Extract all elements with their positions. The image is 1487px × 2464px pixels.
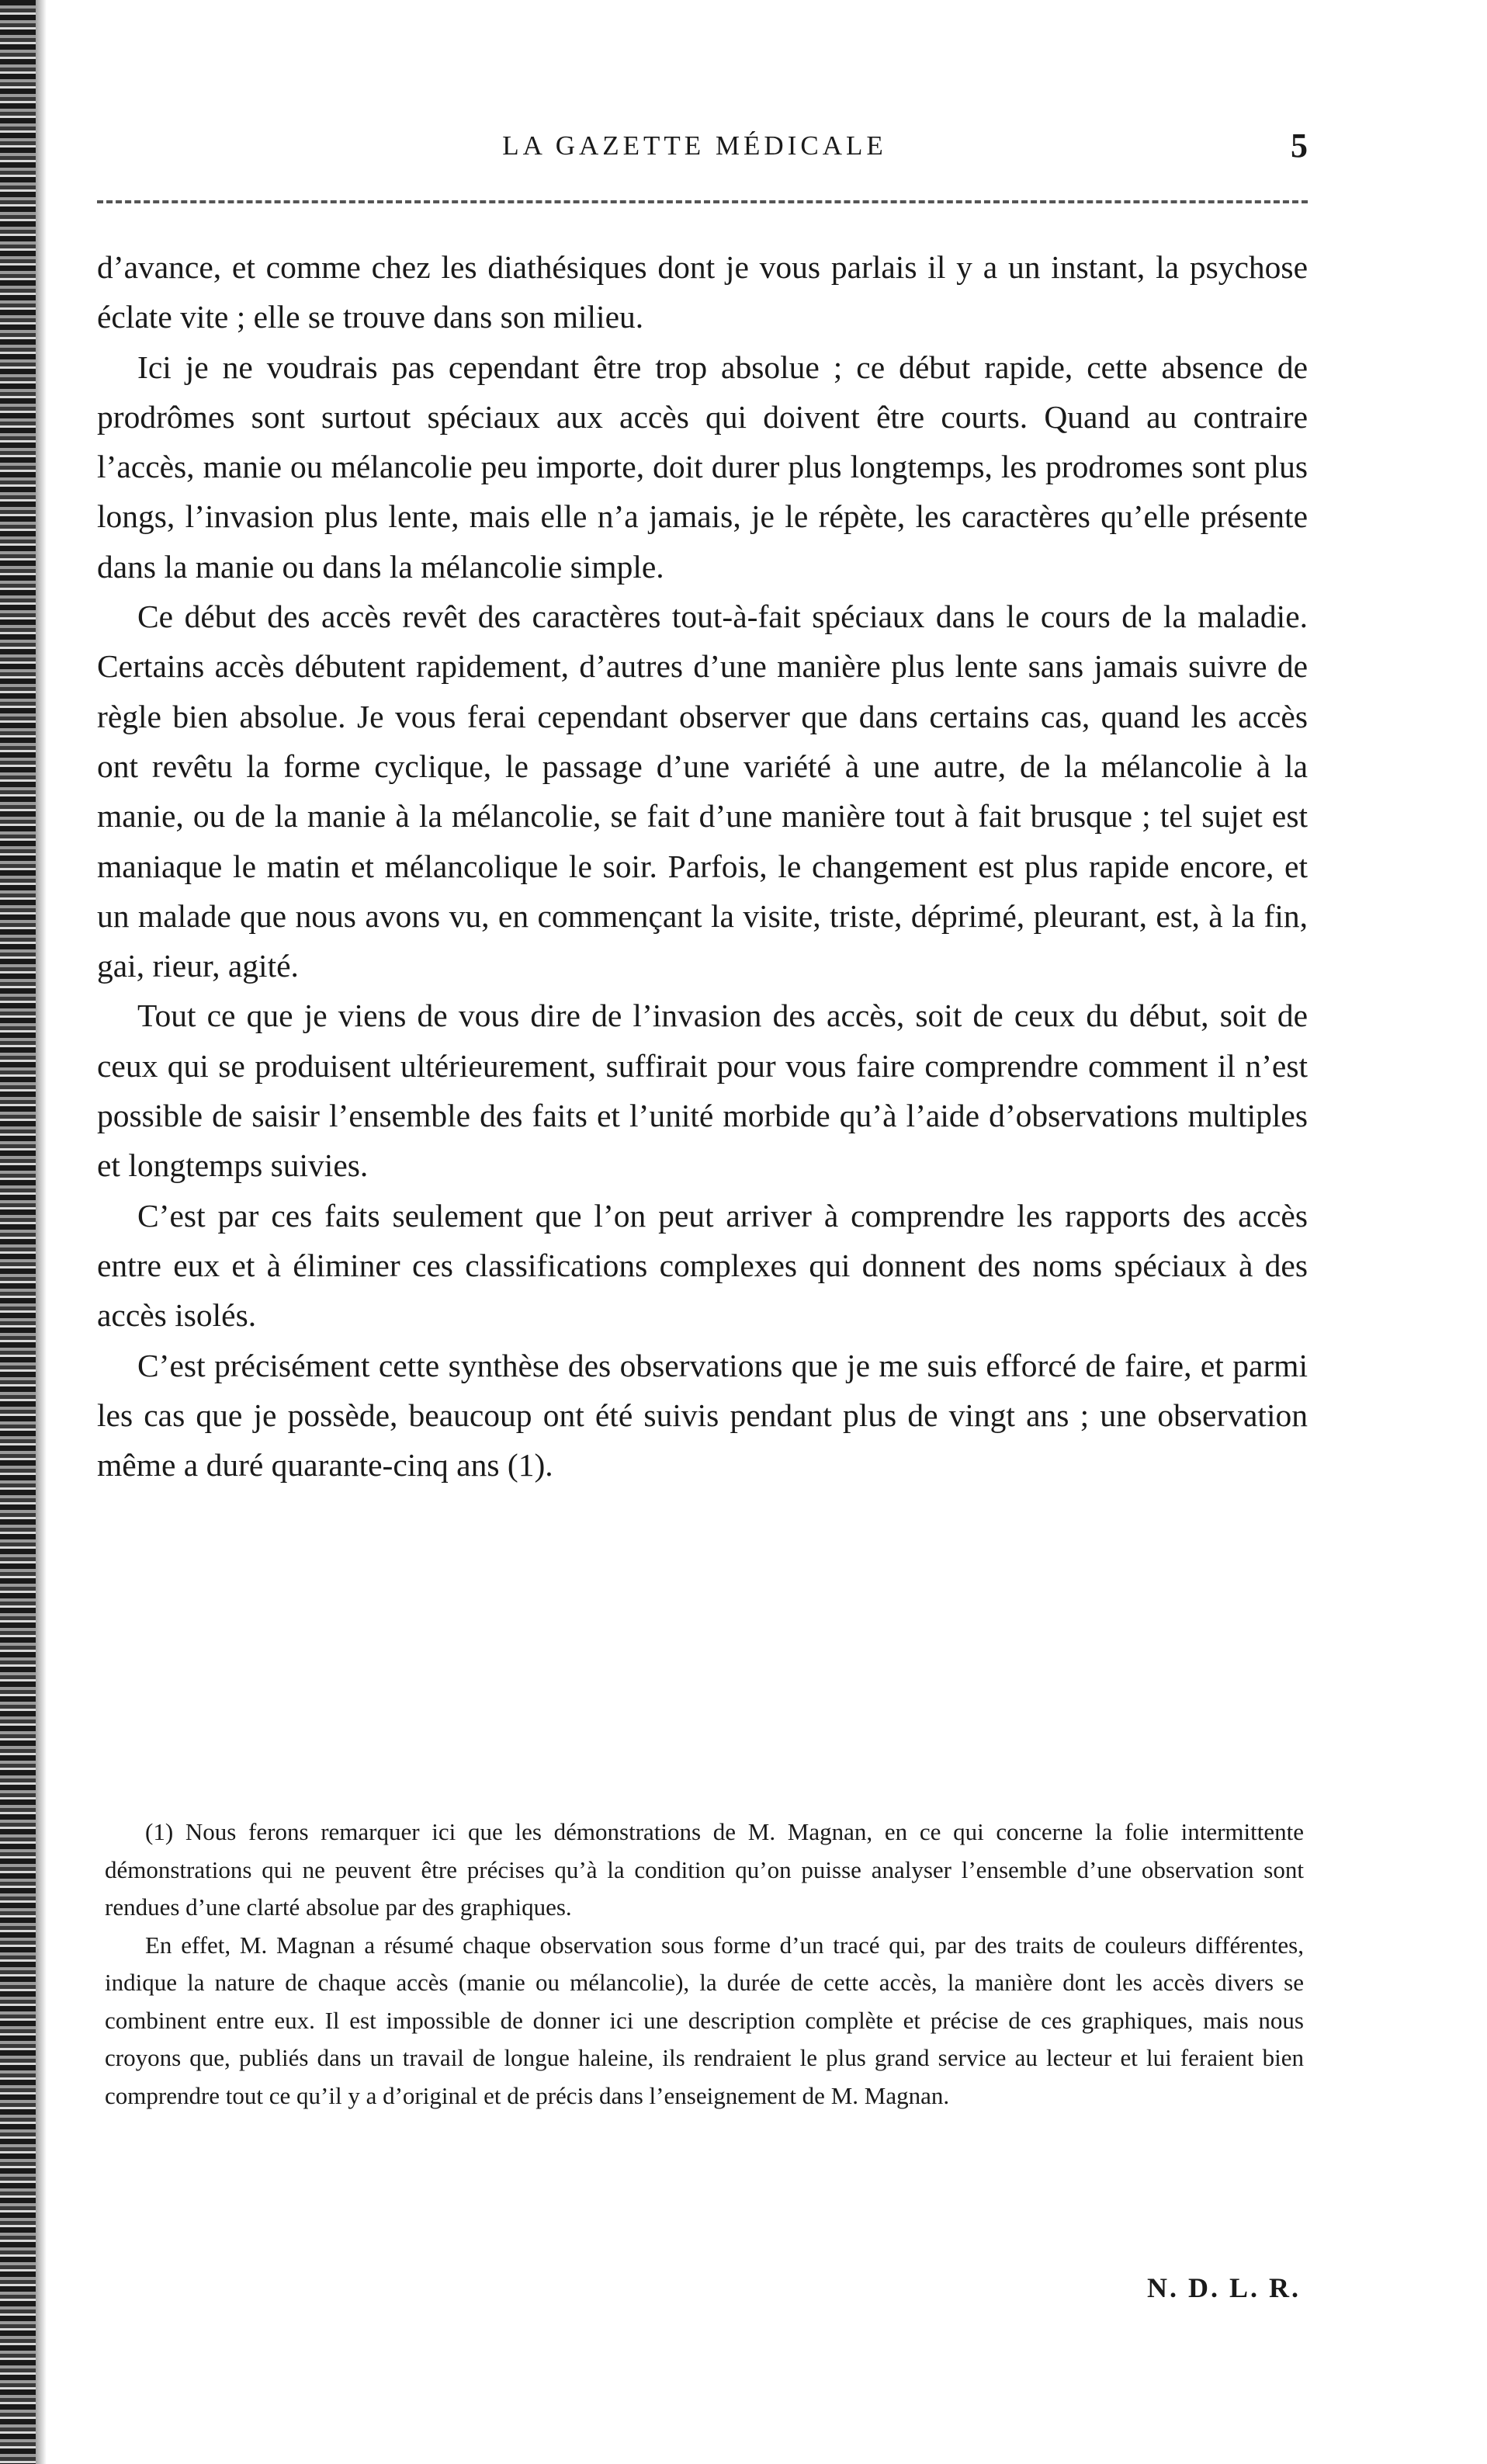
page-number: 5 — [1291, 127, 1308, 165]
paragraph: Ici je ne voudrais pas cependant être trop absolue ; ce début rapide, cette absence de prodrômes sont surtout spéciaux aux accès qui doivent être courts. Quand au contraire l’accès, manie ou mélancolie peu importe, doit durer plus longtemps, les prodromes sont plus longs, l’invasion plus lente, mais elle n’a jamais, je le répète, les caractères qu’elle présente dans la manie ou dans la mélancolie simple. — [97, 349, 1308, 585]
running-title: LA GAZETTE MÉDICALE — [502, 130, 887, 161]
paragraph: d’avance, et comme chez les diathésiques dont je vous parlais il y a un instant, la psychose éclate vite ; elle se trouve dans son milieu. — [97, 249, 1308, 335]
footnote-continuation: En effet, M. Magnan a résumé chaque observation sous forme d’un tracé qui, par des traits de couleurs différentes, indique la nature de chaque accès (manie ou mélancolie), la durée de cette accès, la manière dont les accès divers se combinent entre eux. Il est impossible de donner ici une description complète et précise de ces graphiques, mais nous croyons que, publiés dans un travail de longue haleine, ils rendraient le plus grand service au lecteur et lui feraient bien comprendre tout ce qu’il y a d’original et de précis dans l’enseignement de M. Magnan. — [105, 1931, 1304, 2109]
header-rule — [97, 200, 1308, 203]
paragraph: Ce début des accès revêt des caractères tout-à-fait spéciaux dans le cours de la maladie. Certains accès débutent rapidement, d’autres d’une manière plus lente sans jamais suivre de règle bien absolue. Je vous ferai cependant observer que dans certains cas, quand les accès ont revêtu la forme cyclique, le passage d’une variété à une autre, de la mélancolie à la manie, ou de la manie à la mélancolie, se fait d’une manière tout à fait brusque ; tel sujet est maniaque le matin et mélancolique le soir. Parfois, le changement est plus rapide encore, et un malade que nous avons vu, en commençant la visite, triste, déprimé, pleurant, est, à la fin, gai, rieur, agité. — [97, 599, 1308, 984]
footnotes — [105, 1813, 1304, 2115]
page-header — [97, 124, 1308, 168]
paragraph: Tout ce que je viens de vous dire de l’invasion des accès, soit de ceux du début, soit de ceux qui se produisent ultérieurement, suffirait pour vous faire comprendre comment il n’est possible de saisir l’ensemble des faits et l’unité morbide qu’à l’aide d’observations multiples et longtemps suivies. — [97, 998, 1308, 1184]
paragraph: C’est par ces faits seulement que l’on peut arriver à comprendre les rapports des accès entre eux et à éliminer ces classifications complexes qui donnent des noms spéciaux à des accès isolés. — [97, 1197, 1308, 1334]
paragraph: C’est précisément cette synthèse des observations que je me suis efforcé de faire, et parmi les cas que je possède, beaucoup ont été suivis pendant plus de vingt ans ; une observation même a duré quarante-cinq ans (1). — [97, 1347, 1308, 1484]
binding-shadow — [36, 0, 47, 2464]
main-text — [97, 242, 1308, 1490]
binding-edge — [0, 0, 36, 2464]
footnote: (1) Nous ferons remarquer ici que les démonstrations de M. Magnan, en ce qui concerne la folie intermittente démonstrations qui ne peuvent être précises qu’à la condition qu’on puisse analyser l’ensemble d’une observation sont rendues d’une clarté absolue par des graphiques. — [105, 1818, 1304, 1921]
editor-signature: N. D. L. R. — [1146, 2272, 1301, 2303]
